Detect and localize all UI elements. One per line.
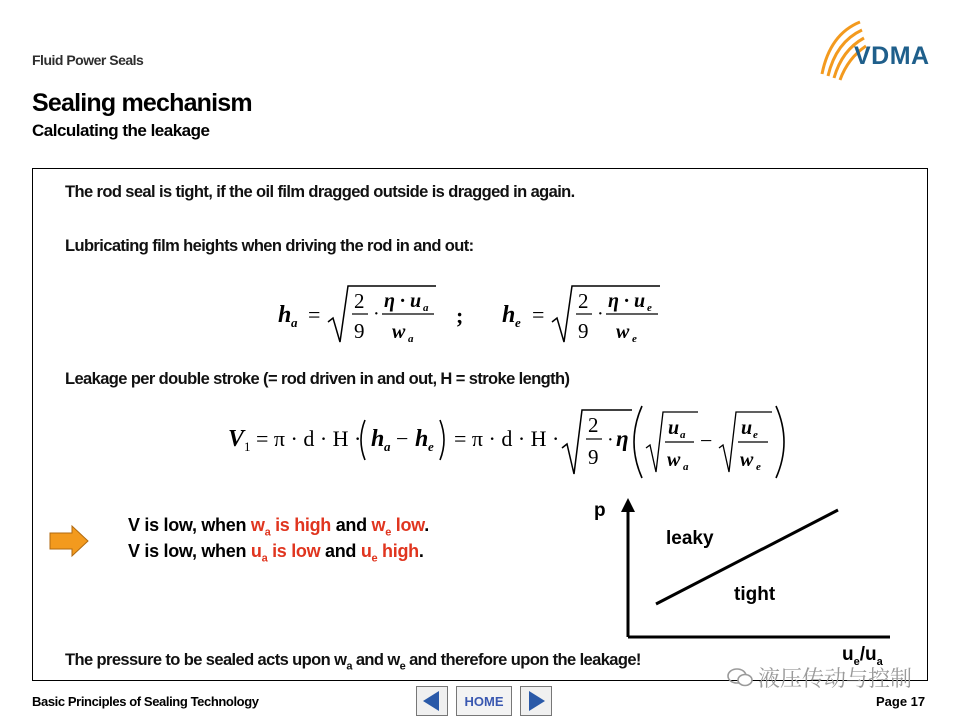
triangle-left-icon	[417, 687, 447, 715]
watermark: 液压传动与控制	[726, 662, 912, 694]
page-number: Page 17	[876, 694, 926, 709]
vdma-logo	[812, 14, 942, 94]
pressure-graph	[590, 494, 910, 674]
svg-text:a: a	[384, 439, 391, 454]
next-page-button[interactable]	[520, 686, 552, 716]
svg-text:w: w	[667, 449, 681, 471]
svg-text:9: 9	[354, 319, 365, 343]
graph-y-arrow	[621, 498, 635, 512]
svg-text:u: u	[741, 417, 753, 439]
triangle-right-icon	[521, 687, 551, 715]
svg-text:·: ·	[373, 303, 380, 325]
svg-text:e: e	[647, 302, 652, 314]
section-label: Fluid Power Seals	[32, 52, 144, 68]
svg-text:a: a	[680, 429, 686, 441]
svg-text:u: u	[668, 417, 680, 439]
svg-text:1: 1	[244, 439, 251, 454]
prev-page-button[interactable]	[416, 686, 448, 716]
leakage-line: Leakage per double stroke (= rod driven in and out, H = stroke length)	[65, 370, 570, 388]
film-height-line: Lubricating film heights when driving the rod in and out:	[65, 237, 474, 255]
svg-text:e: e	[756, 461, 761, 473]
page-title: Sealing mechanism	[32, 89, 252, 117]
svg-text:a: a	[423, 302, 429, 314]
wechat-icon	[726, 666, 754, 694]
statement-line: The rod seal is tight, if the oil film dragged outside is dragged in again.	[65, 183, 575, 201]
formula-ha	[272, 280, 442, 350]
footer-title: Basic Principles of Sealing Technology	[32, 694, 259, 709]
svg-text:w: w	[616, 321, 630, 343]
svg-text:h: h	[278, 302, 292, 328]
graph-x-label: $u_e/u_a$	[842, 644, 883, 668]
svg-text:−: −	[700, 428, 713, 453]
svg-text:e: e	[632, 333, 637, 345]
svg-text:a: a	[683, 461, 689, 473]
svg-text:·: ·	[597, 303, 604, 325]
svg-text:a: a	[291, 315, 298, 330]
svg-text:2: 2	[578, 289, 589, 313]
svg-text:w: w	[740, 449, 754, 471]
svg-text:e: e	[753, 429, 758, 441]
svg-text:·: ·	[607, 429, 614, 451]
formula-separator: ;	[456, 303, 464, 328]
svg-text:2: 2	[588, 413, 599, 437]
rule-line-1: V is low, when $w_a$ is high and $w_e$ low.	[128, 515, 429, 539]
svg-text:η · u: η · u	[608, 290, 646, 312]
svg-text:=: =	[532, 302, 545, 327]
svg-text:=: =	[308, 302, 321, 327]
svg-text:e: e	[428, 439, 434, 454]
svg-text:η · u: η · u	[384, 290, 422, 312]
graph-region-tight: tight	[734, 584, 776, 605]
svg-text:2: 2	[354, 289, 365, 313]
svg-text:9: 9	[578, 319, 589, 343]
formula-he	[496, 280, 666, 350]
pressure-statement: The pressure to be sealed acts upon $w_a$ and $w_e$ and therefore upon the leakage!	[65, 651, 641, 673]
rule-line-2: V is low, when $u_a$ is low and $u_e$ high.	[128, 541, 424, 565]
svg-text:h: h	[415, 426, 429, 452]
svg-text:a: a	[408, 333, 414, 345]
graph-y-label: p	[594, 500, 606, 521]
page-subtitle: Calculating the leakage	[32, 121, 210, 140]
graph-region-leaky: leaky	[666, 528, 714, 549]
svg-text:w: w	[392, 321, 406, 343]
home-button[interactable]: HOME	[456, 686, 512, 716]
svg-text:= π · d · H ·: = π · d · H ·	[256, 426, 362, 451]
svg-text:η: η	[616, 426, 629, 451]
svg-text:−: −	[396, 426, 409, 451]
svg-text:9: 9	[588, 445, 599, 469]
svg-text:e: e	[515, 315, 521, 330]
formula-leakage	[222, 402, 792, 482]
svg-text:h: h	[502, 302, 516, 328]
orange-arrow-icon	[48, 524, 90, 558]
svg-text:h: h	[371, 426, 385, 452]
logo-text: VDMA	[854, 42, 930, 70]
svg-text:= π · d · H ·: = π · d · H ·	[454, 426, 560, 451]
svg-text:V: V	[228, 426, 245, 452]
